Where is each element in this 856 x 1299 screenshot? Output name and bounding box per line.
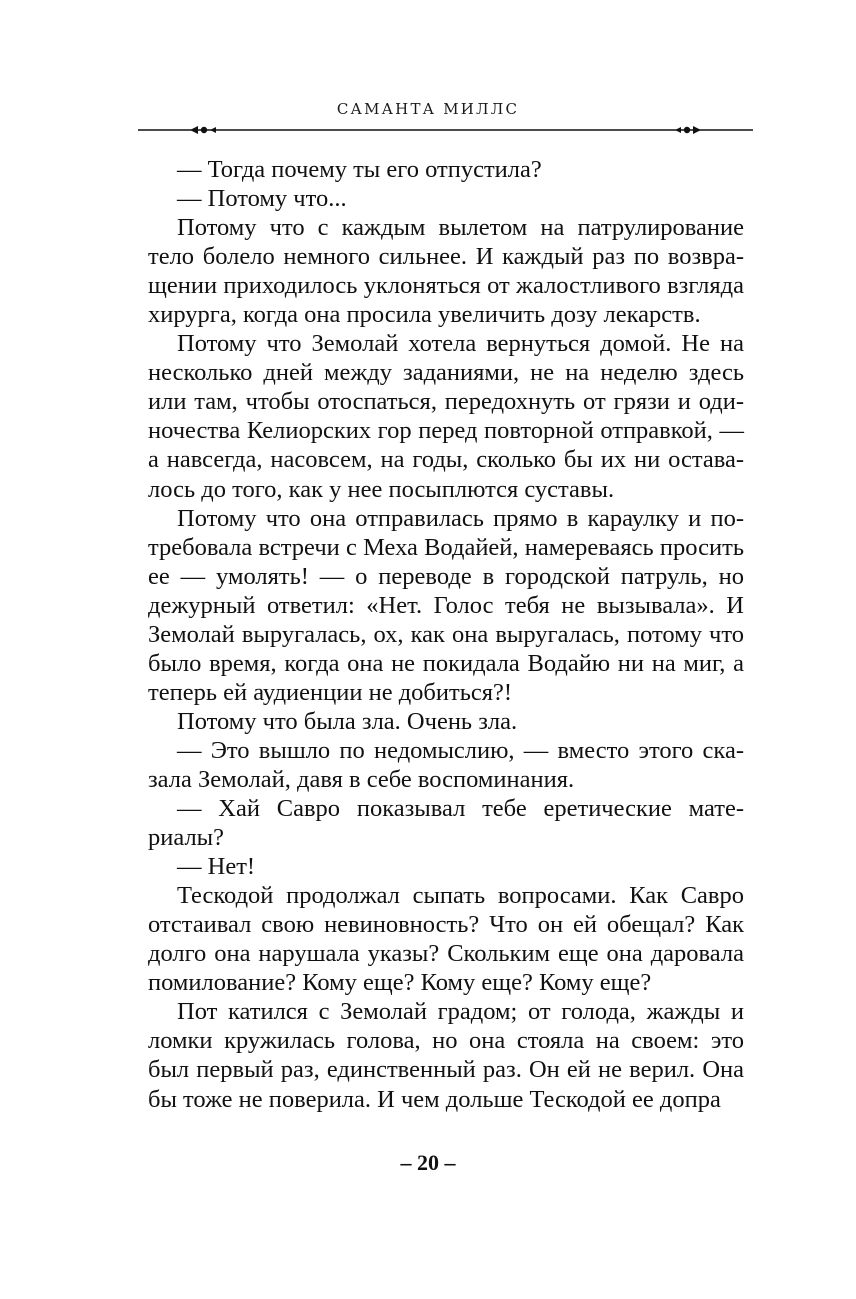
paragraph-1: — Тогда почему ты его отпустила?	[177, 156, 542, 183]
paragraph-9: — Нет!	[177, 853, 256, 881]
paragraph-10: Тескодой продолжал сыпать вопросами. Как Савро отстаивал свою невиновность? Что он ей обещал? Как долго она нарушала указы? Скольким еще она даровала помилование? Кому еще? Кому еще? Кому еще?	[148, 882, 744, 997]
paragraph-7: — Это вышло по недомыслию, — вместо этого сказала Земолай, давя в себе воспоминания.	[148, 736, 744, 793]
paragraph-2: — Потому что...	[177, 185, 347, 213]
paragraph-3: Потому что с каждым вылетом на патрулирование тело болело немного сильнее. И каждый раз по возвращении приходилось уклоняться от жалостливого взгляда хирурга, когда она просила увеличить дозу лекарств.	[148, 214, 744, 329]
paragraph-6: Потому что была зла. Очень зла.	[177, 707, 518, 735]
paragraph-4: Потому что Земолай хотела вернуться домой. Не на несколько дней между заданиями, не на неделю здесь или там, чтобы отоспаться, передохнуть от грязи и одиночества Келиорских гор перед повторной отправкой, — а навсегда, насовсем, на годы, сколько бы их ни оставалось до того, как у нее посыплются суставы.	[148, 330, 744, 503]
body-text	[148, 155, 744, 1114]
paragraph-11: Пот катился с Земолай градом; от голода, жажды и ломки кружилась голова, но она стояла на своем: это был первый раз, единственный раз. Он ей не верил. Она бы тоже не поверила. И чем дольше Тескодой ее допра	[148, 998, 744, 1113]
paragraph-5: Потому что она отправилась прямо в караулку и потребовала встречи с Меха Водайей, намереваясь просить ее — умолять! — о переводе в городской патруль, но дежурный ответил: «Нет. Голос тебя не вызывала». И Земолай выругалась, ох, как она выругалась, потому что было время, когда она не покидала Водайю ни на миг, а теперь ей аудиенции не добиться?!	[148, 504, 744, 706]
header-ornament-rule	[138, 122, 753, 138]
page-number: – 20 –	[400, 1150, 456, 1175]
paragraph-8: — Хай Савро показывал тебе еретические материалы?	[148, 795, 744, 852]
running-head-author: САМАНТА МИЛЛС	[336, 100, 520, 118]
